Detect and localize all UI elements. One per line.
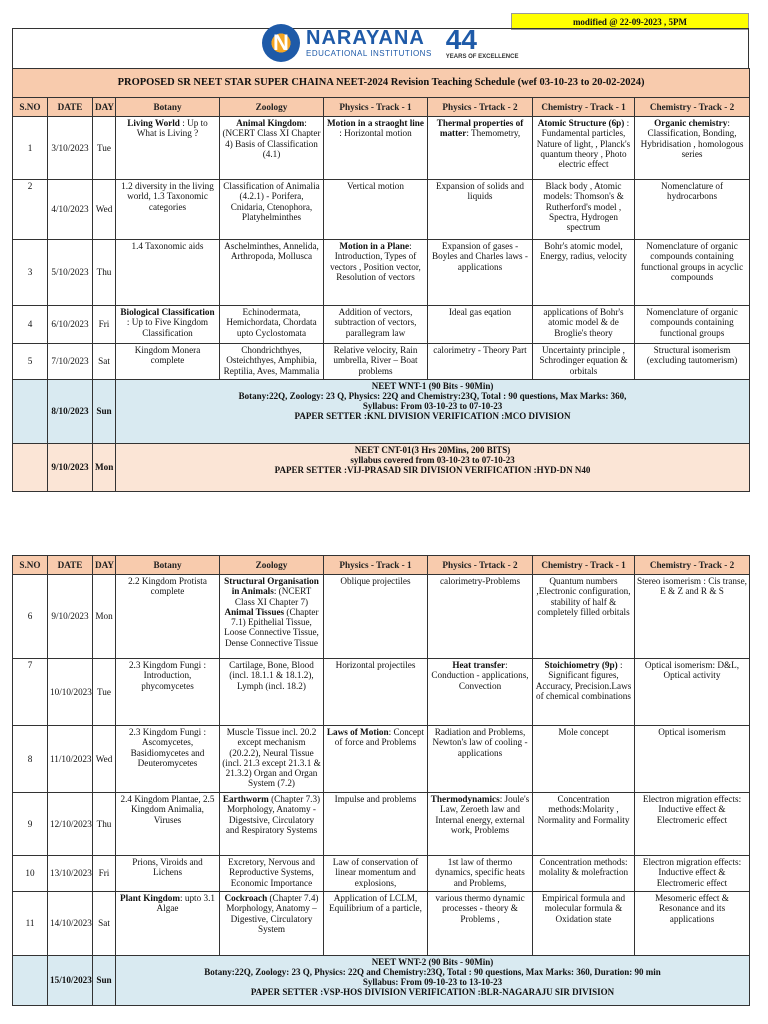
- topic-cell: [324, 240, 428, 306]
- topic-text: Expansion of solids and liquids: [435, 181, 525, 202]
- topic-cell: [116, 892, 220, 956]
- topic-text: Quantum numbers ,Electronic configuration, stability of half & completely filled orbitals: [536, 576, 631, 617]
- topic-cell: [428, 240, 533, 306]
- schedule-row: [13, 892, 750, 956]
- column-header: DATE: [48, 556, 93, 575]
- topic-cell: [533, 892, 635, 956]
- topic-heading: Motion in a straoght line: [327, 118, 424, 128]
- topic-text: : Significant figures, Accuracy, Precision.Laws of chemical combinations: [535, 660, 632, 701]
- topic-text: Concentration methods: molality & molefraction: [538, 857, 629, 878]
- row-sno: 6: [13, 575, 48, 659]
- topic-cell: [324, 659, 428, 726]
- schedule-row: [13, 659, 750, 726]
- topic-cell: [533, 306, 635, 344]
- topic-cell: [635, 344, 750, 380]
- topic-cell: [116, 344, 220, 380]
- topic-cell: [428, 306, 533, 344]
- column-header: DAY: [93, 98, 116, 117]
- row-date: 10/10/2023: [48, 659, 93, 726]
- topic-text: Electron migration effects: Inductive effect & Electromeric effect: [642, 794, 742, 825]
- exam-notice-line: Syllabus: From 03-10-23 to 07-10-23: [362, 401, 503, 412]
- exam-notice: [116, 380, 750, 444]
- topic-cell: [428, 117, 533, 180]
- topic-cell: [635, 117, 750, 180]
- column-header: Chemistry - Track - 2: [635, 98, 750, 117]
- topic-cell: [428, 575, 533, 659]
- topic-cell: [533, 856, 635, 892]
- topic-text: 1.4 Taxonomic aids: [131, 241, 204, 251]
- topic-cell: [533, 575, 635, 659]
- exam-notice: [116, 956, 750, 1006]
- topic-text: Optical isomerism: [658, 727, 726, 737]
- topic-cell: [428, 856, 533, 892]
- column-header: S.NO: [13, 98, 48, 117]
- topic-cell: [324, 344, 428, 380]
- topic-text: Uncertainty principle , Schrodinger equation & orbitals: [539, 345, 628, 376]
- exam-notice-line: NEET CNT-01(3 Hrs 20Mins, 200 BITS): [354, 445, 511, 455]
- topic-heading: Stoichiometry (9p): [544, 660, 618, 670]
- row-sno: 9: [13, 793, 48, 856]
- topic-text: Prions, Viroids and Lichens: [132, 857, 203, 878]
- row-date: 3/10/2023: [48, 117, 93, 180]
- topic-heading: Thermal properties of matter: [436, 118, 524, 139]
- schedule-row: [13, 117, 750, 180]
- topic-text: 2.4 Kingdom Plantae, 2.5 Kingdom Animalia, Viruses: [120, 794, 215, 825]
- topic-cell: [635, 180, 750, 240]
- topic-text: : Themometry,: [466, 128, 521, 139]
- column-header: S.NO: [13, 556, 48, 575]
- topic-heading: Atomic Structure (6p): [537, 118, 625, 128]
- row-sno: 1: [13, 117, 48, 180]
- row-date: 13/10/2023: [48, 856, 93, 892]
- topic-text: Muscle Tissue incl. 20.2 except mechanism (20.2.2), Neural Tissue (incl. 21.3 except 21.3.1 & 21.3.2) Organ and Organ System (7.2): [222, 727, 321, 789]
- topic-heading: Animal Tissues: [224, 606, 285, 617]
- topic-heading: Living World: [127, 118, 180, 128]
- row-date: 9/10/2023: [48, 444, 93, 492]
- topic-text: (Chapter 7.3) Morphology, Anatomy - Digestsive, Circulatory and Respiratory Systems: [225, 794, 321, 835]
- topic-text: Addition of vectors, subtraction of vectors, parallegram law: [334, 307, 417, 338]
- topic-text: Nomenclature of hydrocarbons: [661, 181, 724, 202]
- topic-cell: [324, 575, 428, 659]
- row-sno: [13, 444, 48, 492]
- column-header: Physics - Trtack - 2: [428, 556, 533, 575]
- column-header: Zoology: [220, 556, 324, 575]
- schedule-row: [13, 856, 750, 892]
- topic-text: Empirical formula and molecular formula & Oxidation state: [541, 893, 626, 924]
- row-sno: 5: [13, 344, 48, 380]
- topic-heading: Biological Classification: [120, 307, 215, 317]
- row-day: Mon: [93, 444, 116, 492]
- column-header: DATE: [48, 98, 93, 117]
- topic-cell: [220, 117, 324, 180]
- topic-text: Relative velocity, Rain umbrella, River – Boat problems: [333, 345, 418, 376]
- topic-text: Concentration methods:Molarity , Normality and Formality: [537, 794, 630, 825]
- topic-text: Optical isomerism: D&L, Optical activity: [644, 660, 740, 681]
- exam-notice-line: PAPER SETTER :VIJ-PRASAD SIR DIVISION VERIFICATION :HYD-DN N40: [274, 465, 591, 476]
- topic-cell: [220, 726, 324, 793]
- column-header: Physics - Trtack - 2: [428, 98, 533, 117]
- topic-cell: [324, 892, 428, 956]
- row-day: Sat: [93, 344, 116, 380]
- exam-notice-line: PAPER SETTER :VSP-HOS DIVISION VERIFICATION :BLR-NAGARAJU SIR DIVISION: [250, 987, 615, 998]
- topic-cell: [220, 892, 324, 956]
- topic-text: Black body , Atomic models: Thomson's & Rutherford's model , Spectra, Hydrogen spectrum: [543, 181, 624, 233]
- topic-cell: [116, 575, 220, 659]
- modified-stamp: modified @ 22-09-2023 , 5PM: [511, 13, 749, 30]
- exam-row: [13, 380, 750, 444]
- topic-cell: [533, 240, 635, 306]
- topic-text: 1st law of thermo dynamics, specific heats and Problems,: [435, 857, 525, 888]
- topic-text: : Up to Five Kingdom Classification: [126, 317, 209, 338]
- row-sno: 4: [13, 306, 48, 344]
- schedule-row: [13, 240, 750, 306]
- topic-text: (Chapter 7.1) Epithelial Tissue, Loose Connective Tissue, Dense Connective Tissue: [224, 606, 319, 648]
- topic-text: (Chapter 7.4) Morphology, Anatomy – Digestive, Circulatory System: [226, 893, 319, 934]
- exam-notice-line: Botany:22Q, Zoology: 23 Q, Physics: 22Q and Chemistry:23Q, Total : 90 questions, Max Marks: 360, Duration: 90 min: [204, 967, 661, 978]
- exam-notice-line: NEET WNT-2 (90 Bits - 90Min): [371, 957, 494, 967]
- topic-cell: [533, 726, 635, 793]
- topic-text: 2.3 Kingdom Fungi : Ascomycetes, Basidiomycetes and Deuteromycetes: [128, 727, 207, 768]
- topic-cell: [116, 306, 220, 344]
- row-sno: 8: [13, 726, 48, 793]
- topic-heading: Cockroach: [224, 893, 268, 903]
- topic-cell: [116, 240, 220, 306]
- years-number: 44: [445, 24, 477, 55]
- column-header: Botany: [116, 98, 220, 117]
- row-sno: [13, 956, 48, 1006]
- row-day: Tue: [93, 117, 116, 180]
- topic-text: Expansion of gases - Boyles and Charles laws - applications: [432, 241, 528, 272]
- topic-heading: Earthworm: [222, 794, 269, 804]
- row-day: Fri: [93, 856, 116, 892]
- topic-text: Application of LCLM, Equilibrium of a particle,: [329, 893, 422, 914]
- row-day: Thu: [93, 240, 116, 306]
- topic-text: : Concept of force and Problems: [334, 727, 425, 748]
- topic-cell: [635, 575, 750, 659]
- topic-text: Oblique projectiles: [340, 576, 411, 586]
- row-sno: 10: [13, 856, 48, 892]
- topic-text: Chondrichthyes, Osteichthyes, Amphibia, Reptilia, Aves, Mammalia: [223, 345, 320, 376]
- topic-cell: [220, 575, 324, 659]
- row-date: 4/10/2023: [48, 180, 93, 240]
- topic-heading: Plant Kingdom: [120, 893, 180, 903]
- topic-text: : Introduction, Types of vectors , Position vector, Resolution of vectors: [330, 241, 421, 282]
- topic-text: calorimetry - Theory Part: [433, 345, 527, 355]
- topic-text: 2.2 Kingdom Protista complete: [128, 576, 207, 597]
- row-date: 11/10/2023: [48, 726, 93, 793]
- row-day: Sat: [93, 892, 116, 956]
- topic-heading: Heat transfer: [452, 660, 506, 670]
- topic-text: : Joule's Law, Zeroeth law and Internal energy, external work, Problems: [435, 794, 530, 835]
- row-date: 6/10/2023: [48, 306, 93, 344]
- topic-text: applications of Bohr's atomic model & de Broglie's theory: [543, 307, 624, 338]
- exam-notice-line: NEET WNT-1 (90 Bits - 90Min): [371, 381, 494, 391]
- topic-heading: Animal Kingdom: [236, 118, 305, 128]
- schedule-row: [13, 726, 750, 793]
- topic-text: Mesomeric effect & Resonance and its applications: [655, 893, 729, 924]
- topic-cell: [635, 240, 750, 306]
- row-sno: 7: [13, 659, 48, 726]
- topic-cell: [324, 180, 428, 240]
- topic-text: Radiation and Problems, Newton's law of cooling - applications: [432, 727, 528, 758]
- topic-text: Classification of Animalia (4.2.1) - Porifera, Cnidaria, Ctenophora, Platyhelminthes: [223, 181, 320, 222]
- column-header: DAY: [93, 556, 116, 575]
- row-date: 7/10/2023: [48, 344, 93, 380]
- topic-cell: [220, 856, 324, 892]
- row-date: 8/10/2023: [48, 380, 93, 444]
- topic-text: Electron migration effects: Inductive effect & Electromeric effect: [642, 857, 742, 888]
- row-day: Thu: [93, 793, 116, 856]
- topic-cell: [220, 793, 324, 856]
- column-header: Physics - Track - 1: [324, 556, 428, 575]
- topic-cell: [428, 659, 533, 726]
- topic-cell: [220, 240, 324, 306]
- topic-text: Nomenclature of organic compounds containing functional groups: [646, 307, 738, 338]
- topic-cell: [428, 344, 533, 380]
- topic-text: : Classification, Bonding, Hybridisation , homologous series: [640, 118, 744, 159]
- years-caption: YEARS OF EXCELLENCE: [445, 54, 519, 60]
- narayana-emblem-icon: N: [262, 24, 300, 62]
- topic-text: : Up to What is Living ?: [136, 118, 208, 139]
- column-header: Botany: [116, 556, 220, 575]
- topic-cell: [116, 117, 220, 180]
- topic-text: Aschelminthes, Annelida, Arthropoda, Mollusca: [224, 241, 319, 262]
- topic-text: Echinodermata, Hemichordata, Chordata upto Cyclostomata: [226, 307, 317, 338]
- row-sno: 2: [13, 180, 48, 240]
- topic-cell: [635, 856, 750, 892]
- topic-cell: [116, 659, 220, 726]
- topic-text: Impulse and problems: [334, 794, 417, 804]
- topic-cell: [428, 726, 533, 793]
- logo-name: NARAYANA: [306, 27, 425, 49]
- topic-text: : Conduction - applications, Convection: [431, 660, 529, 691]
- row-date: 12/10/2023: [48, 793, 93, 856]
- topic-cell: [533, 793, 635, 856]
- topic-cell: [116, 726, 220, 793]
- topic-text: Nomenclature of organic compounds containing functional groups in acyclic compounds: [640, 241, 744, 282]
- topic-text: : (NCERT Class XI Chapter 4) Basis of Classification (4.1): [222, 118, 321, 159]
- topic-cell: [324, 793, 428, 856]
- exam-notice-line: PAPER SETTER :KNL DIVISION VERIFICATION :MCO DIVISION: [294, 411, 571, 422]
- schedule-row: [13, 344, 750, 380]
- topic-heading: Organic chemistry: [654, 118, 728, 128]
- topic-cell: [533, 659, 635, 726]
- schedule-row: [13, 793, 750, 856]
- column-header: Chemistry - Track - 2: [635, 556, 750, 575]
- schedule-row: [13, 180, 750, 240]
- topic-text: Excretory, Nervous and Reproductive Systems, Economic Importance: [228, 857, 315, 888]
- topic-cell: [635, 659, 750, 726]
- topic-cell: [324, 117, 428, 180]
- topic-cell: [635, 892, 750, 956]
- row-date: 14/10/2023: [48, 892, 93, 956]
- column-header-row: [13, 98, 750, 117]
- topic-text: : Horizontal motion: [339, 128, 412, 139]
- topic-text: : Fundamental particles, Nature of light, , Planck's quantum theory , Photo electric effect: [536, 118, 631, 170]
- topic-text: Cartilage, Bone, Blood (incl. 18.1.1 & 18.1.2), Lymph (incl. 18.2): [229, 660, 314, 691]
- schedule-row: [13, 575, 750, 659]
- topic-text: Structural isomerism (excluding tautomerism): [646, 345, 738, 366]
- topic-text: Stereo isomerism : Cis transe, E & Z and R & S: [637, 576, 747, 597]
- row-day: Tue: [93, 659, 116, 726]
- row-sno: 11: [13, 892, 48, 956]
- years-badge: [446, 26, 519, 60]
- topic-heading: Motion in a Plane: [339, 241, 410, 251]
- topic-text: 2.3 Kingdom Fungi : Introduction, phycomycetes: [128, 660, 207, 691]
- row-day: Mon: [93, 575, 116, 659]
- row-day: Wed: [93, 726, 116, 793]
- column-header: Chemistry - Track - 1: [533, 556, 635, 575]
- column-header-row: [13, 556, 750, 575]
- topic-cell: [116, 180, 220, 240]
- topic-text: Law of conservation of linear momentum and explosions,: [332, 857, 419, 888]
- topic-text: 1.2 diversity in the living world, 1.3 Taxonomic categories: [121, 181, 214, 212]
- row-date: 9/10/2023: [48, 575, 93, 659]
- exam-notice-line: syllabus covered from 03-10-23 to 07-10-23: [350, 455, 515, 466]
- topic-heading: Thermodynamics: [430, 794, 500, 804]
- schedule-table-1: [12, 68, 750, 492]
- row-date: 5/10/2023: [48, 240, 93, 306]
- topic-text: : upto 3.1 Algae: [156, 893, 215, 914]
- topic-text: Mole concept: [558, 727, 609, 737]
- topic-text: Kingdom Monera complete: [134, 345, 201, 366]
- column-header: Physics - Track - 1: [324, 98, 428, 117]
- schedule-table-2: [12, 555, 750, 1006]
- topic-heading: Laws of Motion: [326, 727, 389, 737]
- row-sno: [13, 380, 48, 444]
- topic-cell: [116, 793, 220, 856]
- exam-notice-line: Syllabus: From 09-10-23 to 13-10-23: [362, 977, 503, 988]
- topic-text: Bohr's atomic model, Energy, radius, velocity: [539, 241, 627, 262]
- topic-cell: [533, 180, 635, 240]
- topic-cell: [220, 659, 324, 726]
- topic-cell: [324, 856, 428, 892]
- topic-cell: [220, 306, 324, 344]
- topic-cell: [116, 856, 220, 892]
- topic-cell: [428, 793, 533, 856]
- logo-subtitle: EDUCATIONAL INSTITUTIONS: [306, 49, 432, 58]
- title-row: [13, 69, 750, 98]
- row-date: 15/10/2023: [48, 956, 93, 1006]
- topic-cell: [533, 117, 635, 180]
- exam-row: [13, 444, 750, 492]
- topic-heading: Structural Organisation in Animals: [224, 576, 319, 597]
- topic-cell: [324, 306, 428, 344]
- exam-notice: [116, 444, 750, 492]
- topic-text: Ideal gas eqation: [448, 307, 512, 317]
- row-day: Fri: [93, 306, 116, 344]
- schedule-title: PROPOSED SR NEET STAR SUPER CHAINA NEET-2024 Revision Teaching Schedule (wef 03-10-23 to 20-02-2024): [13, 69, 750, 98]
- topic-text: Vertical motion: [347, 181, 404, 191]
- topic-text: : (NCERT Class XI Chapter 7): [234, 586, 312, 607]
- schedule-row: [13, 306, 750, 344]
- topic-cell: [635, 306, 750, 344]
- topic-text: Horizontal projectiles: [335, 660, 416, 670]
- topic-cell: [220, 180, 324, 240]
- row-sno: 3: [13, 240, 48, 306]
- row-day: Sun: [93, 956, 116, 1006]
- row-day: Sun: [93, 380, 116, 444]
- topic-cell: [635, 793, 750, 856]
- topic-text: calorimetry-Problems: [439, 576, 521, 586]
- exam-notice-line: Botany:22Q, Zoology: 23 Q, Physics: 22Q and Chemistry:23Q, Total : 90 questions, Max Marks: 360,: [238, 391, 627, 402]
- topic-cell: [428, 892, 533, 956]
- topic-cell: [220, 344, 324, 380]
- narayana-logo: [262, 23, 518, 63]
- column-header: Zoology: [220, 98, 324, 117]
- topic-text: various thermo dynamic processes - theory & Problems ,: [435, 893, 525, 924]
- topic-cell: [324, 726, 428, 793]
- topic-cell: [428, 180, 533, 240]
- column-header: Chemistry - Track - 1: [533, 98, 635, 117]
- topic-cell: [635, 726, 750, 793]
- row-day: Wed: [93, 180, 116, 240]
- topic-cell: [533, 344, 635, 380]
- exam-row: [13, 956, 750, 1006]
